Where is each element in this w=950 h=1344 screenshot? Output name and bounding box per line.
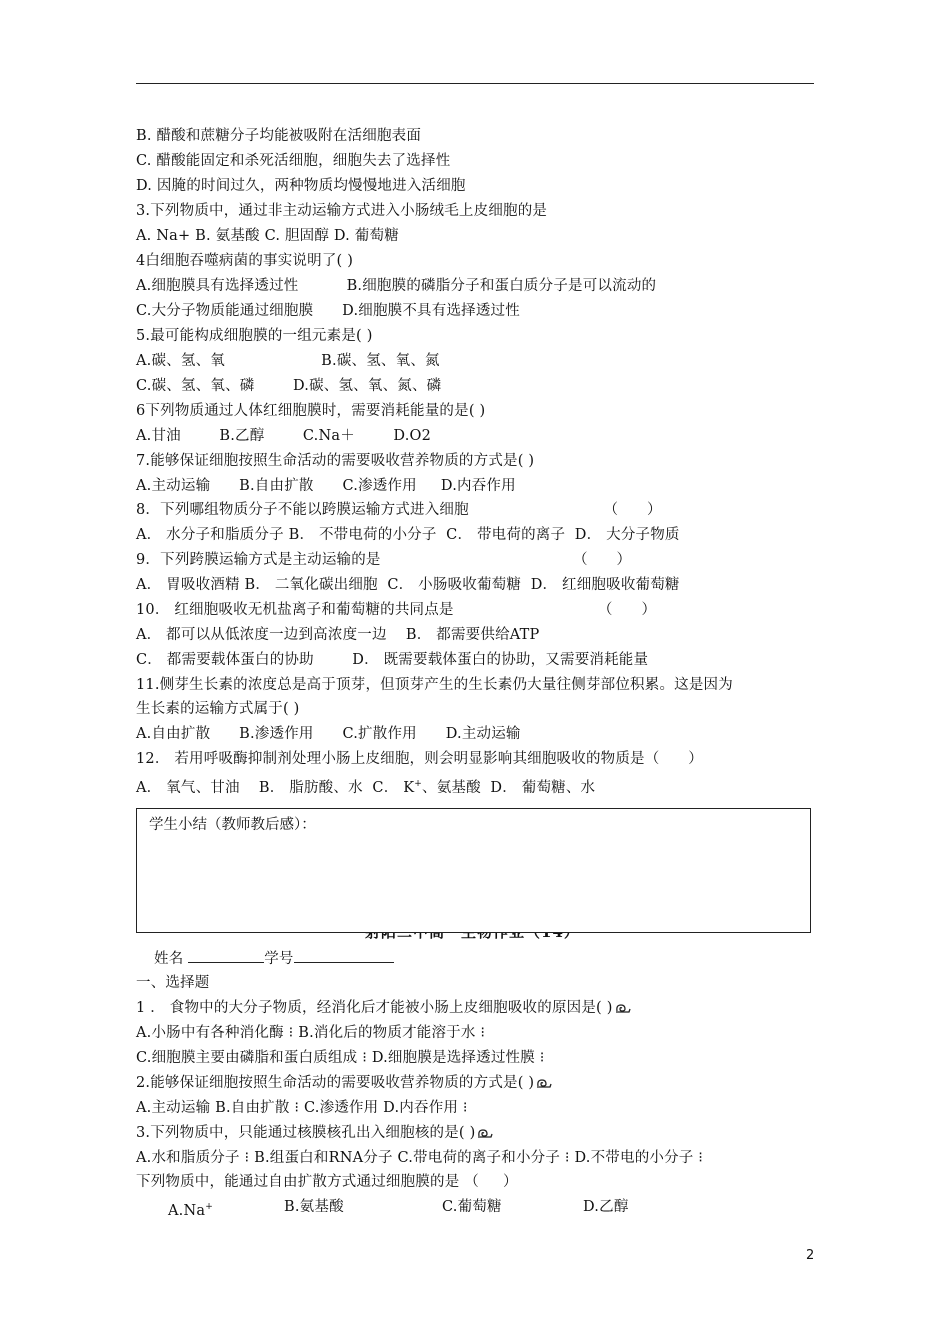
hw-question-2 [136, 1073, 552, 1093]
question-11: 11.侧芽生长素的浓度总是高于顶芽，但顶芽产生的生长素仍大量往侧芽部位积累。这是因为 [136, 677, 733, 693]
hw-q1-options-ab: A.小肠中有各种消化酶 ⁝ B.消化后的物质才能溶于水 ⁝ [136, 1025, 486, 1041]
question-3-options: A. Na+ B. 氨基酸 C. 胆固醇 D. 葡萄糖 [136, 228, 399, 244]
question-5-options-ab: A.碳、氢、氧 B.碳、氢、氧、氮 [136, 353, 440, 369]
question-12-options [136, 774, 595, 798]
text-line: C. 醋酸能固定和杀死活细胞，细胞失去了选择性 [136, 153, 451, 169]
question-4: 4白细胞吞噬病菌的事实说明了( ) [136, 253, 354, 269]
question-10-options-ab: A． 都可以从低浓度一边到高浓度一边 B． 都需要供给ATP [136, 627, 540, 643]
question-6-options: A.甘油 B.乙醇 C.Na＋ D.O2 [136, 428, 432, 444]
question-4-options-ab: A.细胞膜具有选择透过性 B.细胞膜的磷脂分子和蛋白质分子是可以流动的 [136, 278, 657, 294]
student-summary-box [136, 808, 811, 933]
name-row [154, 948, 394, 969]
q12-options-suffix: 、氨基酸 D． 葡萄糖、水 [422, 779, 596, 796]
question-9: 9．下列跨膜运输方式是主动运输的是 （ ） [136, 552, 632, 568]
q12-options-sup: + [414, 779, 422, 789]
question-8-options: A． 水分子和脂质分子 B． 不带电荷的小分子 C． 带电荷的离子 D． 大分子物质 [136, 527, 680, 543]
question-11-cont: 生长素的运输方式属于( ) [136, 701, 300, 717]
name-label: 姓名 [154, 951, 184, 967]
hw-q4-option-c: C.葡萄糖 [442, 1199, 502, 1215]
hw-q2-text: 2.能够保证细胞按照生命活动的需要吸收营养物质的方式是( ) [136, 1075, 535, 1091]
question-10: 10． 红细胞吸收无机盐离子和葡萄糖的共同点是 （ ） [136, 602, 657, 618]
question-7: 7.能够保证细胞按照生命活动的需要吸收营养物质的方式是( ) [136, 453, 535, 469]
id-label: 学号 [264, 951, 294, 967]
page-number: 2 [806, 1248, 815, 1263]
snail-icon [477, 1127, 493, 1139]
question-12: 12． 若用呼吸酶抑制剂处理小肠上皮细胞，则会明显影响其细胞吸收的物质是（ ） [136, 751, 704, 767]
hw-q4-a-text: A.Na [168, 1202, 206, 1219]
header-rule [136, 83, 814, 84]
section-label: 一、选择题 [136, 975, 210, 991]
question-4-options-cd: C.大分子物质能通过细胞膜 D.细胞膜不具有选择透过性 [136, 303, 520, 319]
text-line: B. 醋酸和蔗糖分子均能被吸附在活细胞表面 [136, 128, 422, 144]
question-11-options: A.自由扩散 B.渗透作用 C.扩散作用 D.主动运输 [136, 726, 521, 742]
question-8: 8．下列哪组物质分子不能以跨膜运输方式进入细胞 （ ） [136, 502, 662, 518]
hw-q3-options: A.水和脂质分子 ⁝ B.组蛋白和RNA分子 C.带电荷的离子和小分子 ⁝ D.不带电的小分子 ⁝ [136, 1150, 704, 1166]
hw-question-3 [136, 1123, 493, 1143]
hw-q4-option-b: B.氨基酸 [284, 1199, 344, 1215]
hw-question-4: 下列物质中，能通过自由扩散方式通过细胞膜的是 （ ） [136, 1174, 518, 1190]
question-10-options-cd: C． 都需要载体蛋白的协助 D． 既需要载体蛋白的协助，又需要消耗能量 [136, 652, 649, 668]
question-5: 5.最可能构成细胞膜的一组元素是( ) [136, 328, 373, 344]
question-6: 6下列物质通过人体红细胞膜时，需要消耗能量的是( ) [136, 403, 486, 419]
question-3: 3.下列物质中，通过非主动运输方式进入小肠绒毛上皮细胞的是 [136, 203, 548, 219]
hw-q1-text: 1 ． 食物中的大分子物质，经消化后才能被小肠上皮细胞吸收的原因是( ) [136, 1000, 613, 1016]
summary-label: 学生小结（教师教后感）： [149, 817, 316, 833]
snail-icon [615, 1002, 631, 1014]
hw-q4-option-a [168, 1197, 213, 1221]
name-blank [188, 948, 264, 963]
hw-q4-a-sup: + [205, 1202, 213, 1212]
question-9-options: A． 胃吸收酒精 B． 二氧化碳出细胞 C． 小肠吸收葡萄糖 D． 红细胞吸收葡萄糖 [136, 577, 680, 593]
hw-question-1 [136, 998, 631, 1018]
hw-q3-text: 3.下列物质中，只能通过核膜核孔出入细胞核的是( ) [136, 1125, 476, 1141]
id-blank [294, 948, 394, 963]
question-5-options-cd: C.碳、氢、氧、磷 D.碳、氢、氧、氮、磷 [136, 378, 442, 394]
question-7-options: A.主动运输 B.自由扩散 C.渗透作用 D.内吞作用 [136, 478, 516, 494]
hw-q2-options: A.主动运输 B.自由扩散 ⁝ C.渗透作用 D.内吞作用 ⁝ [136, 1100, 468, 1116]
hw-q1-options-cd: C.细胞膜主要由磷脂和蛋白质组成 ⁝ D.细胞膜是选择透过性膜 ⁝ [136, 1050, 545, 1066]
text-line: D. 因腌的时间过久，两种物质均慢慢地进入活细胞 [136, 178, 466, 194]
hw-q4-option-d: D.乙醇 [583, 1199, 629, 1215]
q12-options-prefix: A． 氧气、甘油 B． 脂肪酸、水 C． K [136, 779, 415, 796]
snail-icon [536, 1077, 552, 1089]
